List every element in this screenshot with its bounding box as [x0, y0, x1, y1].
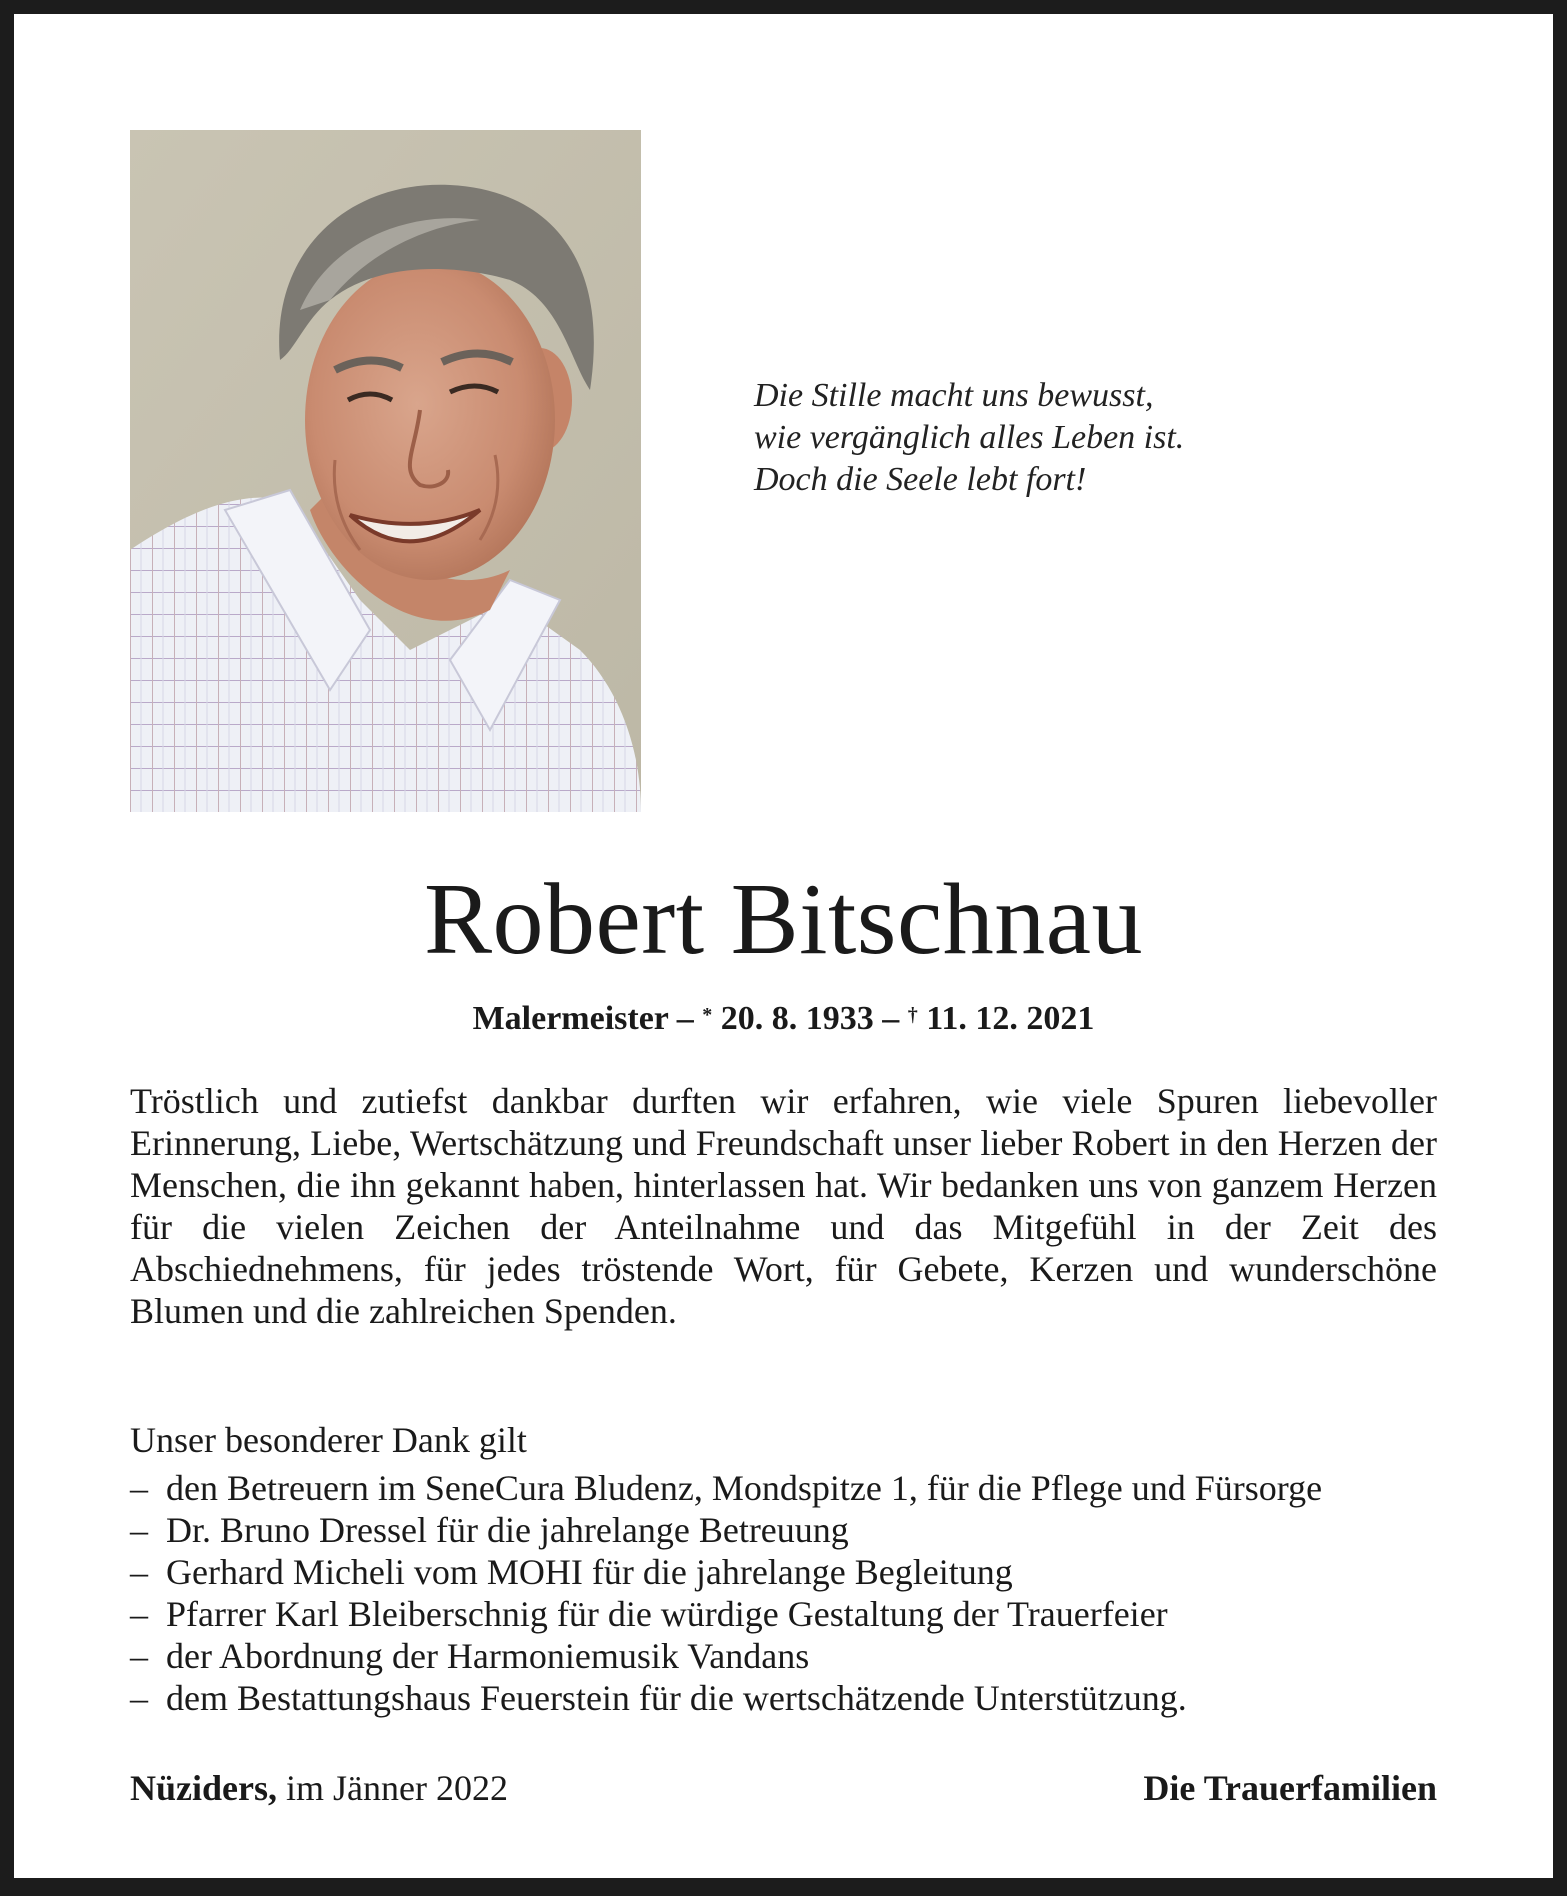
death-date: 11. 12. 2021: [926, 1000, 1095, 1037]
portrait-photo: [130, 130, 641, 812]
separator: –: [668, 1000, 703, 1037]
quote-line: wie vergänglich alles Leben ist.: [754, 419, 1185, 456]
list-item: [130, 1509, 1322, 1551]
dash: –: [130, 1468, 148, 1508]
list-item-text: dem Bestattungshaus Feuerstein für die wertschätzende Unterstützung.: [166, 1678, 1187, 1718]
thanks-intro: Unser besonderer Dank gilt: [130, 1420, 527, 1460]
date: im Jänner 2022: [277, 1768, 508, 1808]
signature: Die Trauerfamilien: [1143, 1768, 1437, 1808]
gratitude-paragraph: Tröstlich und zutiefst dankbar durften wir erfahren, wie viele Spuren liebevoller Erinnerung, Liebe, Wertschätzung und Freundschaft unser lieber Robert in den Herzen der Menschen, die ihn gekannt haben, hinterlassen hat. Wir bedanken uns von ganzem Herzen für die vielen Zeichen der Anteilnahme und das Mitgefühl in der Zeit des Abschiednehmens, für jedes tröstende Wort, für Gebete, Kerzen und wunderschöne Blumen und die zahlreichen Spenden.: [130, 1081, 1437, 1331]
list-item: [130, 1635, 1322, 1677]
list-item-text: Gerhard Micheli vom MOHI für die jahrelange Begleitung: [166, 1552, 1013, 1592]
birth-symbol: *: [702, 1004, 713, 1026]
dash: –: [130, 1594, 148, 1634]
thanks-list: [130, 1467, 1322, 1719]
life-dates: [0, 997, 1567, 1041]
profession: Malermeister: [472, 1000, 669, 1037]
dash: –: [130, 1552, 148, 1592]
list-item: [130, 1551, 1322, 1593]
death-symbol: †: [907, 1004, 918, 1026]
quote-block: [754, 375, 1184, 501]
portrait-illustration: [130, 130, 641, 812]
list-item-text: Dr. Bruno Dressel für die jahrelange Betreuung: [166, 1510, 849, 1550]
place-and-date: [130, 1766, 508, 1810]
birth-date: 20. 8. 1933: [720, 1000, 874, 1037]
list-item-text: Pfarrer Karl Bleiberschnig für die würdige Gestaltung der Trauerfeier: [166, 1594, 1168, 1634]
list-item: [130, 1677, 1322, 1719]
list-item-text: der Abordnung der Harmoniemusik Vandans: [166, 1636, 810, 1676]
deceased-name: Robert Bitschnau: [423, 863, 1144, 976]
quote-line: Doch die Seele lebt fort!: [754, 461, 1087, 498]
dash: –: [130, 1636, 148, 1676]
place: Nüziders,: [130, 1768, 277, 1808]
dash: –: [130, 1510, 148, 1550]
quote-line: Die Stille macht uns bewusst,: [754, 377, 1154, 414]
list-item-text: den Betreuern im SeneCura Bludenz, Mondspitze 1, für die Pflege und Fürsorge: [166, 1468, 1323, 1508]
list-item: [130, 1467, 1322, 1509]
dash: –: [130, 1678, 148, 1718]
list-item: [130, 1593, 1322, 1635]
separator: –: [873, 1000, 908, 1037]
